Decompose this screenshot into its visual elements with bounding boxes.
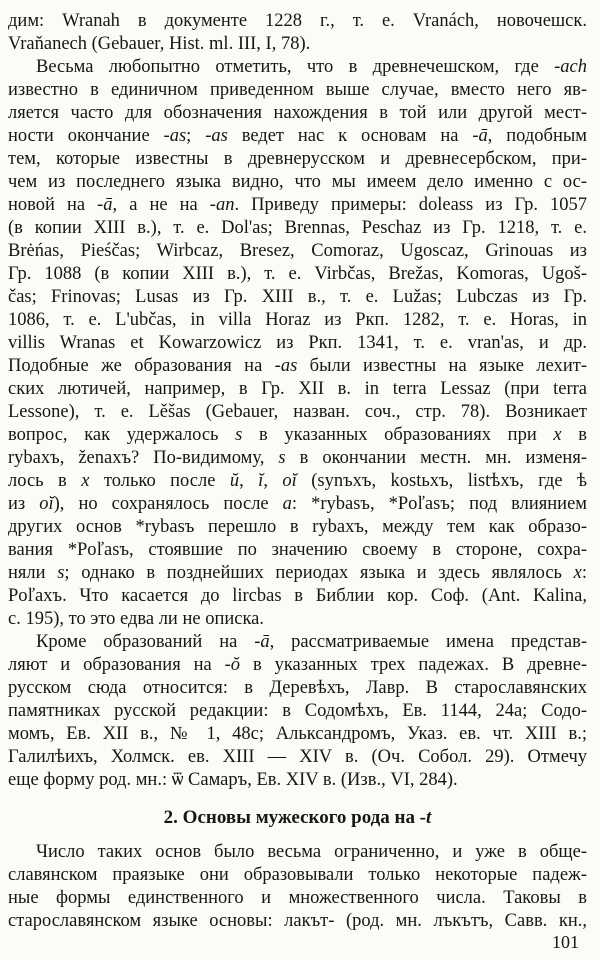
text-line: Подобные же образования на -as были известны на языке лехит- [8,356,587,376]
text-line: Гр. 1088 (в копии XIII в.), т. е. Virbčas, Brežas, Komoras, Ugoš- [8,264,587,284]
text-line: ляется часто для обозначения нахождения в той или другой мест- [8,103,587,123]
text-line: Кроме образований на -ā, рассматриваемые имена представ- [36,632,587,652]
text-line: ности окончание -as; -as ведет нас к основам на -ā, подобным [8,126,587,146]
text-line: Poľaxъ. Что касается до lircbas в Библии кор. Соф. (Ant. Kalina, [8,586,587,606]
text-line: из oĭ), но сохранялось после a: *rybasъ, *Poľasъ; под влиянием [8,494,587,514]
text-line: тем, которые известны в древнерусском и древнесербском, при- [8,149,587,169]
text-line: Lessone), т. е. Lěšas (Gebauer, назван. соч., стр. 78). Возникает [8,402,587,422]
text-line: новой на -ā, а не на -an. Приведу примеры: doleass из Гр. 1057 [8,195,587,215]
text-line: Весьма любопытно отметить, что в древнечешском, где -ach [36,57,587,77]
text-line: Число таких основ было весьма ограниченно, и уже в обще- [36,842,587,862]
text-line: villis Wranas et Kowarzowicz из Ркп. 1341, т. е. vran'as, и др. [8,333,587,353]
text-line: известно в единичном приведенном выше случае, вместо него яв- [8,80,587,100]
text-line: с. 195), то это едва ли не описка. [8,609,265,629]
paragraph-after-heading [8,841,587,933]
text-line: Vraňanech (Gebauer, Hist. ml. III, I, 78). [8,34,311,54]
text-line: старославянском языке основы: лакът- (род. мн. лъкътъ, Савв. кн., [8,911,587,931]
text-line: дим: Wranah в документе 1228 г., т. е. Vranách, новочешск. [8,11,587,31]
text-line: 1086, т. е. L'ubčas, in villa Horaz из Ркп. 1282, т. е. Horas, in [8,310,587,330]
text-line: rybaxъ, ženaxъ? По-видимому, s в окончании местн. мн. изменя- [8,448,587,468]
text-line: других основ *rybasъ перешло в rybaxъ, между тем как образо- [8,517,587,537]
text-line: лось в x только после ŭ, ĭ, oĭ (synъxъ, kostьxъ, listѣxъ, где ѣ [8,471,588,491]
text-line: ные формы единственного и множественного числа. Таковы в [8,888,587,908]
text-line: čas; Frinovas; Lusas из Гр. XIII в., т. е. Lužas; Lubczas из Гр. [8,287,587,307]
text-line: няли s; однако в позднейших периодах языка и здесь являлось x: [8,563,587,583]
text-line: вопрос, как удержалось s в указанных образованиях при x в [8,425,587,445]
text-line: русском сюда относится: в Деревѣхъ, Лавр. В старославянских [8,678,587,698]
text-line: момъ, Ев. XII в., № 1, 48с; Альксандромъ, Указ. ев. чт. XIII в.; [8,724,587,744]
text-line: Галилѣихъ, Холмск. ев. XIII — XIV в. (Оч. Собол. 29). Отмечу [8,747,587,767]
page-number: 101 [552,932,579,952]
text-line: (в копии XIII в.), т. е. Dol'as; Brennas, Peschaz из Гр. 1218, т. е. [8,218,587,238]
section-heading: 2. Основы мужеского рода на -t [163,807,432,828]
text-line: ских лютичей, например, в Гр. XII в. in terra Lessaz (при terra [8,379,587,399]
text-line: ляют и образования на -ŏ в указанных трех падежах. В древне- [8,655,587,675]
text-line: славянском праязыке они образовывали только некоторые падеж- [8,865,587,885]
text-line: Brėńas, Pieśčas; Wirbcaz, Bresez, Comoraz, Ugoscaz, Grinouas из [8,241,587,261]
text-line: чем из последнего языка видно, что мы имеем дело именно с ос- [8,172,587,192]
paragraphs-before-heading [8,10,587,792]
text-line: вания *Poľasъ, стоявшие по значению своему в стороне, сохра- [8,540,587,560]
page-text-block [8,10,587,933]
text-line: еще форму род. мн.: ѿ Самаръ, Ев. XIV в. (Изв., VI, 284). [8,770,458,790]
text-line: памятниках русской редакции: в Содомѣхъ, Ев. 1144, 24а; Содо- [8,701,587,721]
